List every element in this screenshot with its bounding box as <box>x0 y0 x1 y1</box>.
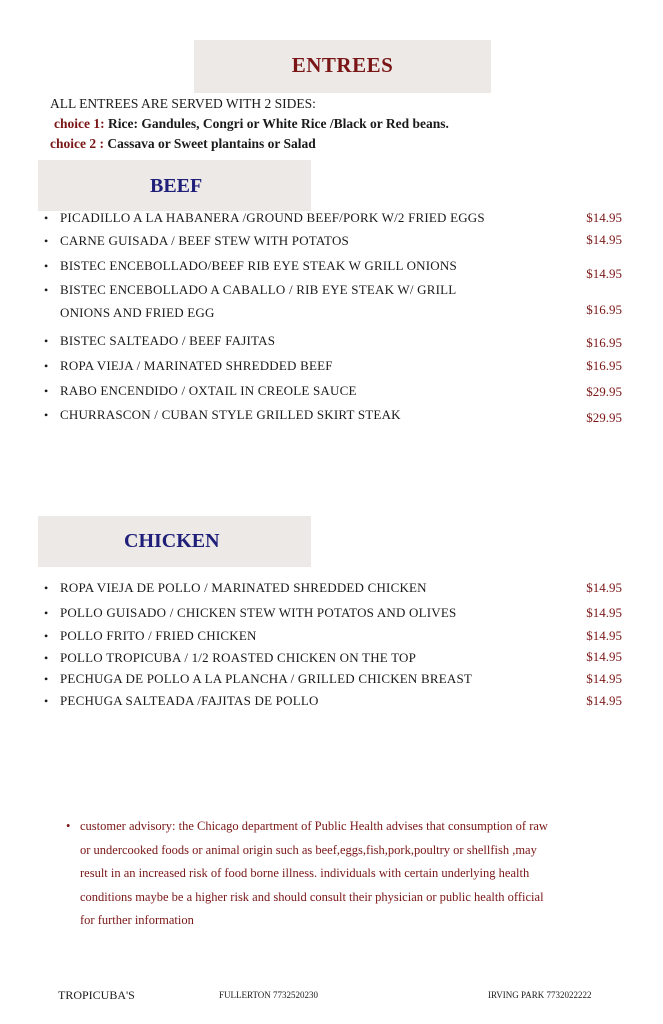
beef-price-churrascon: $29.95 <box>586 410 622 425</box>
chicken-item-pollo-tropicuba: • POLLO TROPICUBA / 1/2 ROASTED CHICKEN ON THE TOP <box>44 650 417 665</box>
beef-item-churrascon: • CHURRASCON / CUBAN STYLE GRILLED SKIRT STEAK <box>44 407 401 422</box>
page-title: ENTREES <box>291 53 394 77</box>
beef-title: BEEF <box>150 175 203 197</box>
beef-price-ropa-vieja: $16.95 <box>586 358 622 373</box>
footer-brand: TROPICUBA'S <box>58 988 135 1002</box>
title-banner <box>194 40 491 93</box>
chicken-price-pollo-guisado: $14.95 <box>586 605 622 620</box>
beef-item-ropa-vieja: • ROPA VIEJA / MARINATED SHREDDED BEEF <box>44 358 333 373</box>
customer-advisory <box>66 815 614 933</box>
advisory-bullet: • <box>66 819 71 833</box>
advisory-line: result in an increased risk of food borne illness. individuals with certain underlying health <box>80 866 530 880</box>
beef-price-bistec-salteado: $16.95 <box>586 335 622 350</box>
beef-item-rabo-encendido: • RABO ENCENDIDO / OXTAIL IN CREOLE SAUCE <box>44 383 357 398</box>
chicken-item-pollo-guisado: • POLLO GUISADO / CHICKEN STEW WITH POTATOS AND OLIVES <box>44 605 457 620</box>
beef-item-bistec-salteado: • BISTEC SALTEADO / BEEF FAJITAS <box>44 333 276 348</box>
chicken-item-pechuga-plancha: • PECHUGA DE POLLO A LA PLANCHA / GRILLED CHICKEN BREAST <box>44 671 473 686</box>
chicken-price-pollo-tropicuba: $14.95 <box>586 649 622 664</box>
advisory-line: or undercooked foods or animal origin such as beef,eggs,fish,pork,poultry or shellfish ,may <box>80 842 537 857</box>
footer-fullerton-phone: FULLERTON 7732520230 <box>219 990 319 1000</box>
choice-1-text: Rice: Gandules, Congri or White Rice /Black or Red beans. <box>107 116 449 131</box>
beef-item-carne-guisada: • CARNE GUISADA / BEEF STEW WITH POTATOS <box>44 233 349 248</box>
choice-2-text: Cassava or Sweet plantains or Salad <box>107 136 316 151</box>
beef-price-bistec-caballo: $16.95 <box>586 302 622 317</box>
beef-item-bistec-encebollado: • BISTEC ENCEBOLLADO/BEEF RIB EYE STEAK W GRILL ONIONS <box>44 258 457 273</box>
beef-item-picadillo: • PICADILLO A LA HABANERA /GROUND BEEF/PORK W/2 FRIED EGGS <box>44 210 485 225</box>
chicken-item-pechuga-salteada: • PECHUGA SALTEADA /FAJITAS DE POLLO <box>44 693 319 708</box>
beef-price-carne-guisada: $14.95 <box>586 232 622 247</box>
beef-price-rabo-encendido: $29.95 <box>586 384 622 399</box>
choice-2 <box>50 134 449 154</box>
sides-intro <box>50 94 449 154</box>
chicken-item-pollo-frito: • POLLO FRITO / FRIED CHICKEN <box>44 628 257 643</box>
beef-item-bistec-caballo-line2: ONIONS AND FRIED EGG <box>60 305 215 320</box>
advisory-line: for further information <box>80 913 194 927</box>
choice-1 <box>50 114 449 134</box>
chicken-item-ropa-vieja-pollo: • ROPA VIEJA DE POLLO / MARINATED SHREDDED CHICKEN <box>44 580 427 595</box>
advisory-line: conditions maybe be a higher risk and should consult their physician or public health official <box>80 889 544 904</box>
sides-heading: ALL ENTREES ARE SERVED WITH 2 SIDES: <box>50 96 316 111</box>
chicken-price-pollo-frito: $14.95 <box>586 628 622 643</box>
advisory-line: customer advisory: the Chicago department of Public Health advises that consumption of raw <box>80 819 548 833</box>
beef-item-bistec-caballo: • BISTEC ENCEBOLLADO A CABALLO / RIB EYE STEAK W/ GRILL <box>44 282 457 297</box>
footer-irving-park-phone: IRVING PARK 7732022222 <box>488 990 592 1000</box>
choice-2-label: choice 2 : <box>50 136 104 151</box>
chicken-title: CHICKEN <box>124 530 220 552</box>
beef-price-picadillo: $14.95 <box>586 210 622 225</box>
beef-price-bistec-encebollado: $14.95 <box>586 266 622 281</box>
chicken-price-ropa-vieja-pollo: $14.95 <box>586 580 622 595</box>
chicken-price-pechuga-plancha: $14.95 <box>586 671 622 686</box>
choice-1-label: choice 1: <box>54 116 105 131</box>
chicken-price-pechuga-salteada: $14.95 <box>586 693 622 708</box>
